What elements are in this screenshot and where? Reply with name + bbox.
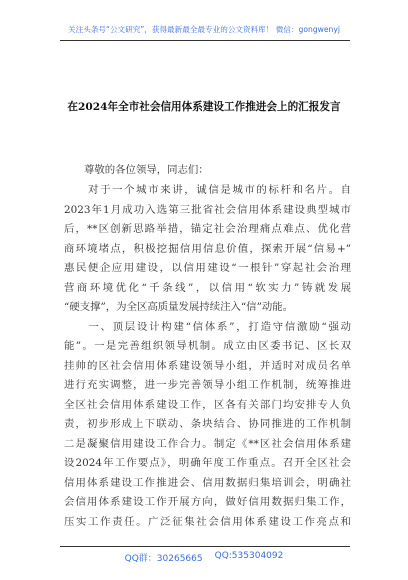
header-note: 关注头条号“公文研究”，获得最新最全最专业的公文资料库！ 微信：gongwenyj	[68, 25, 340, 34]
body-line: 2023年1月成功入选第三批省社会信用体系建设典型城市	[64, 203, 351, 216]
body-line: 对于一个城市来讲，诚信是城市的标杆和名片。自	[64, 184, 351, 196]
body-text	[64, 181, 351, 532]
body-line: 信用体系建设工作推进会、信用数据归集培训会，明确社	[64, 476, 351, 489]
body-line: 商环境堵点，积极挖掘信用信息价值，探索开展“信易+”	[64, 242, 351, 255]
document-title: 在2024年全市社会信用体系建设工作推进会上的汇报发言	[67, 101, 341, 113]
body-line: 一、顶层设计构建“信体系”，打造守信激励“强动	[64, 320, 351, 333]
body-line: 能”。一是完善组织领导机制。成立由区委书记、区长双	[64, 340, 351, 352]
header-divider	[60, 40, 350, 41]
body-line: 压实工作责任。广泛征集社会信用体系建设工作亮点和	[64, 515, 351, 528]
body-line: 进行充实调整，进一步完善领导小组工作机制，统筹推进	[64, 379, 351, 391]
salutation: 尊敬的各位领导，同志们：	[84, 164, 209, 176]
qq-contact: QQ:535304092	[214, 551, 284, 561]
body-line: 责，初步形成上下联动、条块结合、协同推进的工作机制	[64, 418, 351, 430]
qq-group: QQ群：30265665	[124, 554, 203, 564]
footer-divider	[60, 546, 350, 547]
body-line: 设2024年工作要点》，明确年度工作重点。召开全区社会	[64, 457, 351, 469]
body-line: 营商环境优化“千条线”，以信用“软实力”铸就发展	[64, 281, 351, 294]
body-line: “硬支撑”，为全区高质量发展持续注入“信”动能。	[64, 301, 294, 313]
body-line: 后，**区创新思路举措，锚定社会治理痛点难点、优化营	[64, 223, 351, 235]
body-line: 会信用体系建设工作开展方向，做好信用数据归集工作，	[64, 496, 351, 508]
body-line: 二是凝聚信用建设工作合力。制定《**区社会信用体系建	[64, 437, 351, 450]
footer-contact	[0, 551, 408, 564]
body-line: 挂帅的区社会信用体系建设领导小组，并适时对成员名单	[64, 359, 351, 372]
body-line: 全区社会信用体系建设工作，区各有关部门均安排专人负	[64, 398, 351, 411]
body-line: 惠民便企应用建设，以信用建设“一根针”穿起社会治理	[64, 262, 351, 274]
